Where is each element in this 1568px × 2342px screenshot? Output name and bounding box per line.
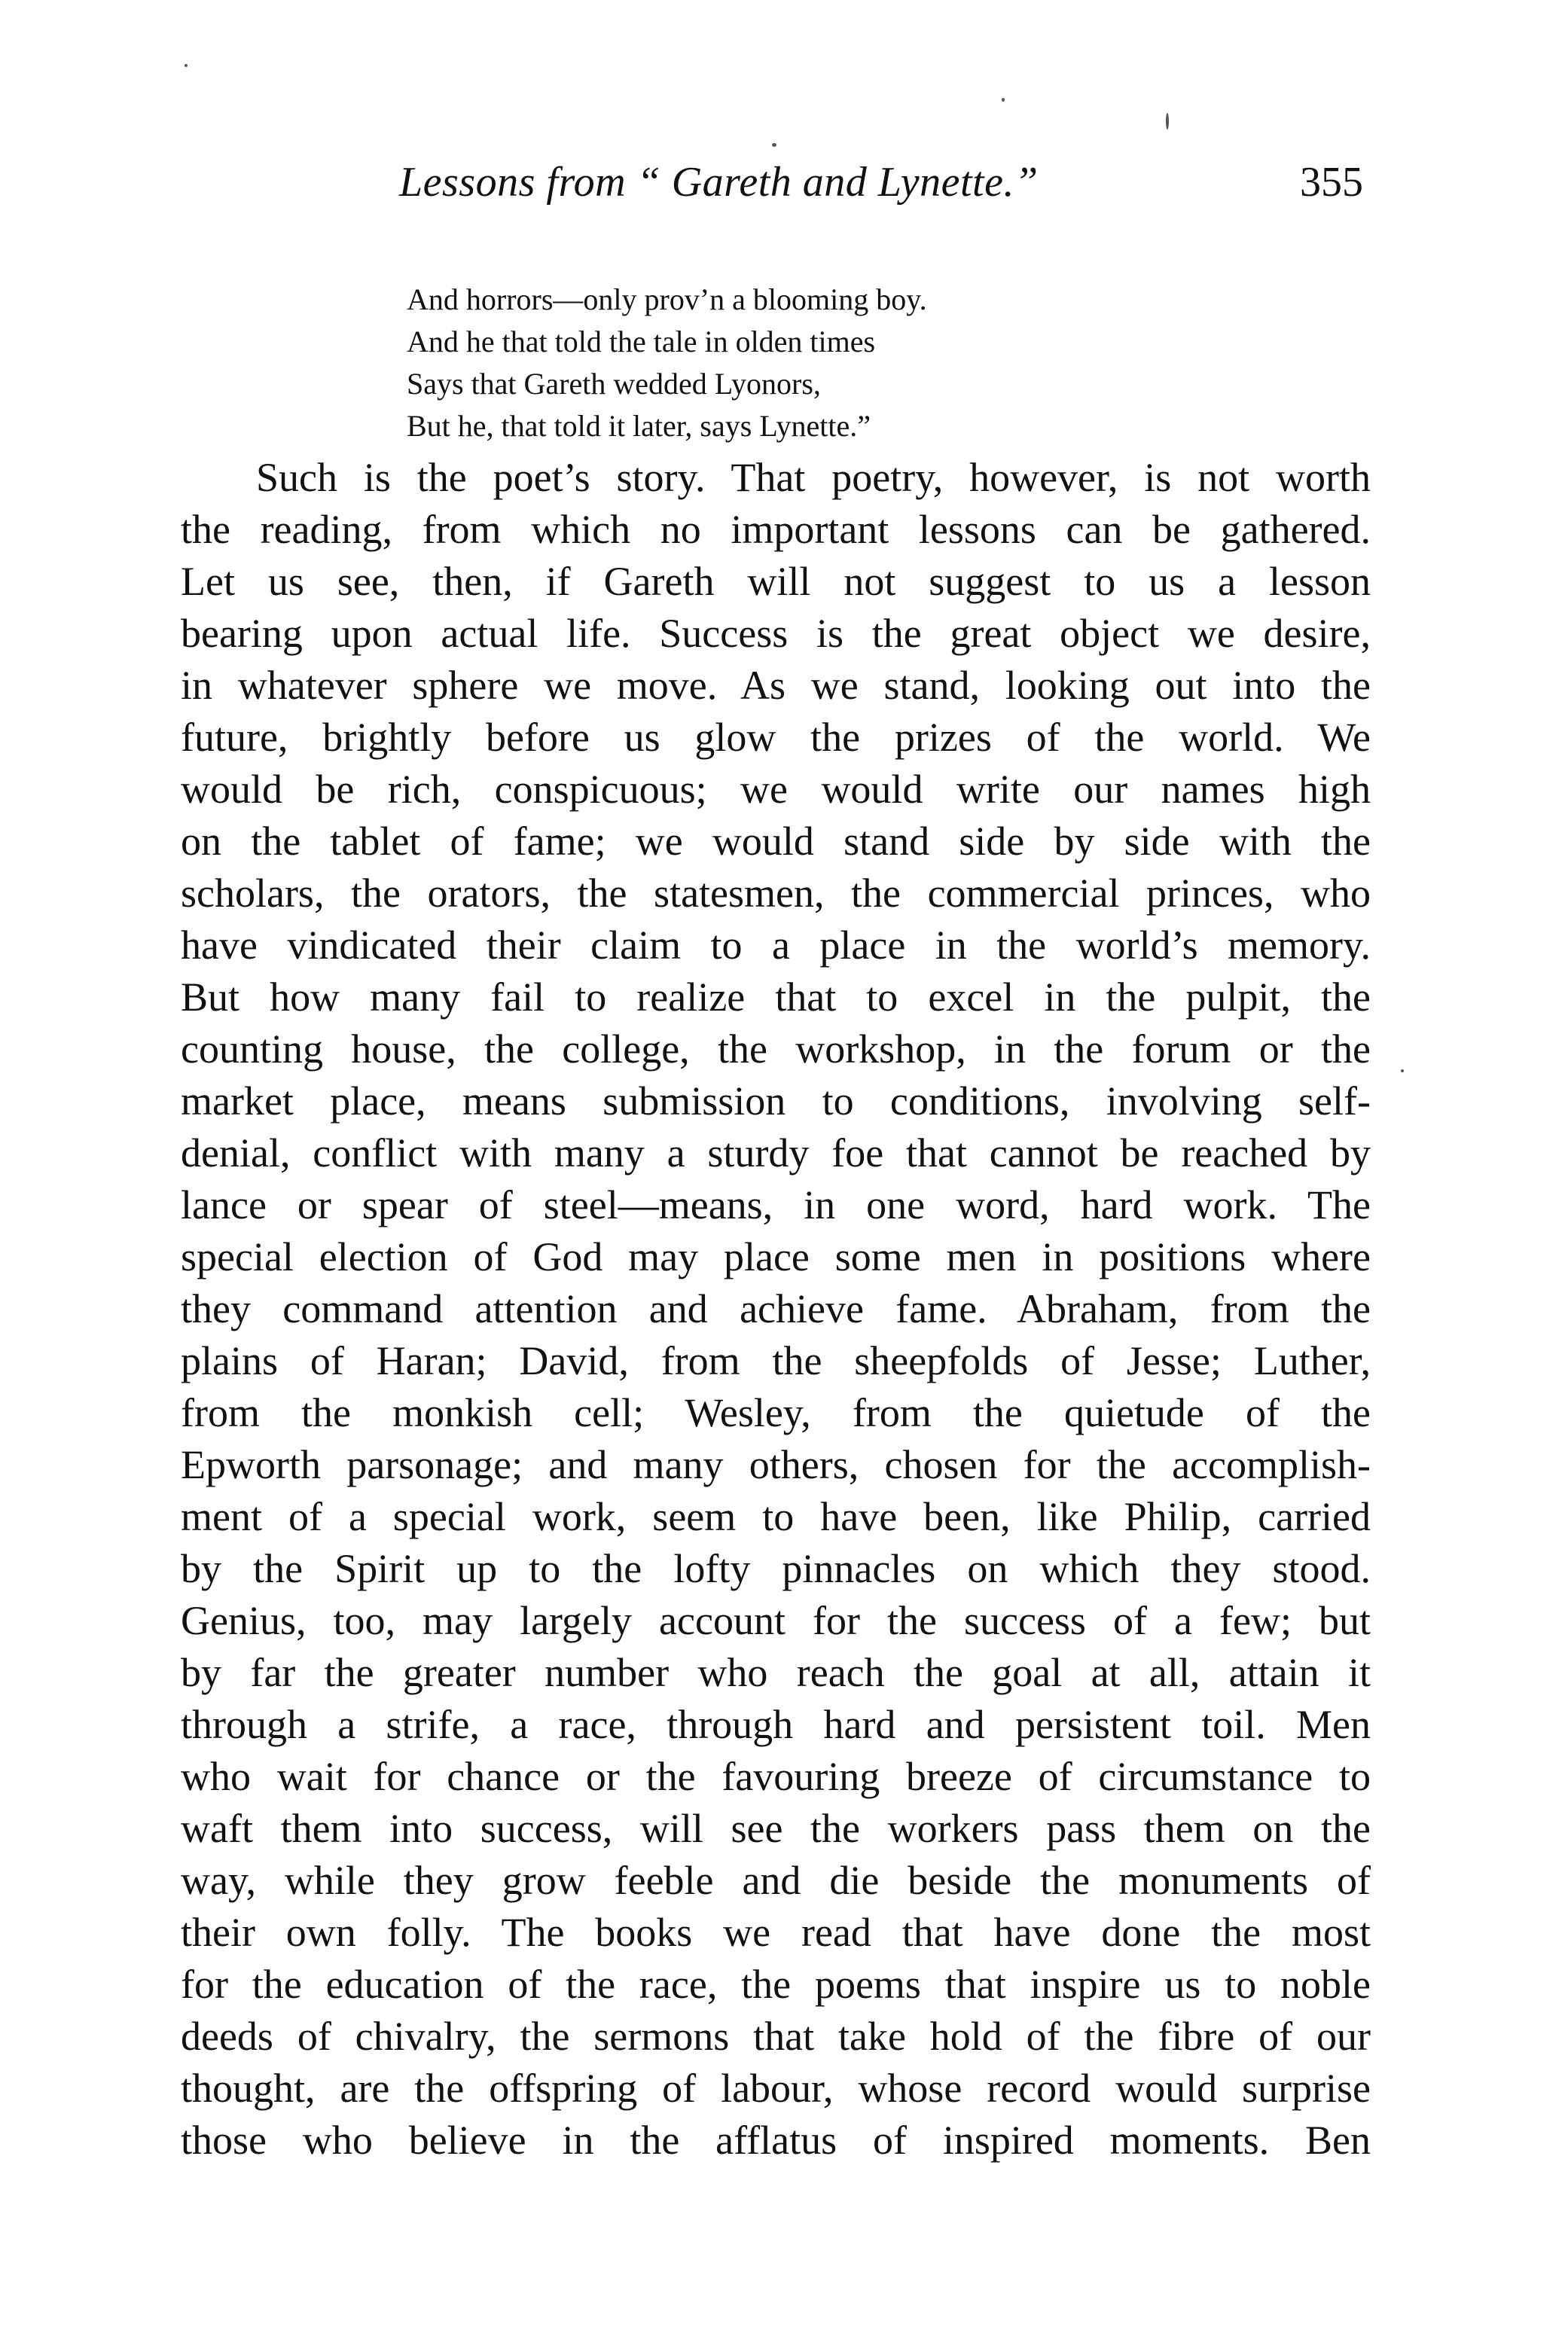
paragraph-line: Such is the poet’s story. That poetry, however, is not worth [256, 455, 1371, 500]
scan-speck [1166, 113, 1169, 130]
scan-speck [1401, 1069, 1404, 1072]
paragraph-line: lance or spear of steel—means, in one word, hard work. The [181, 1182, 1371, 1227]
verse-line: Says that Gareth wedded Lyonors, [407, 367, 821, 401]
paragraph-line: who wait for chance or the favouring breeze of circumstance to [181, 1754, 1371, 1799]
page-header [173, 158, 1378, 218]
paragraph-line: bearing upon actual life. Success is the great object we desire, [181, 611, 1371, 656]
paragraph-line: their own folly. The books we read that have done the most [181, 1910, 1371, 1955]
scan-speck [185, 64, 188, 67]
paragraph-line: on the tablet of fame; we would stand side by side with the [181, 819, 1371, 864]
paragraph-line: for the education of the race, the poems that inspire us to noble [181, 1962, 1371, 2007]
verse-line: And horrors—only prov’n a blooming boy. [407, 282, 927, 316]
paragraph-line: in whatever sphere we move. As we stand, looking out into the [181, 663, 1371, 708]
paragraph-line: Epworth parsonage; and many others, chosen for the accomplish- [181, 1442, 1371, 1487]
paragraph-line: waft them into success, will see the workers pass them on the [181, 1806, 1371, 1851]
paragraph-line: have vindicated their claim to a place in the world’s memory. [181, 922, 1371, 968]
paragraph-line: the reading, from which no important lessons can be gathered. [181, 507, 1371, 552]
paragraph-line: counting house, the college, the workshop, in the forum or the [181, 1026, 1371, 1072]
paragraph-line: ment of a special work, seem to have been, like Philip, carried [181, 1494, 1371, 1539]
paragraph-line: But how many fail to realize that to excel in the pulpit, the [181, 974, 1371, 1020]
paragraph-line: scholars, the orators, the statesmen, the commercial princes, who [181, 871, 1371, 916]
paragraph-line: denial, conflict with many a sturdy foe that cannot be reached by [181, 1130, 1371, 1176]
paragraph-line: they command attention and achieve fame. Abraham, from the [181, 1286, 1371, 1331]
paragraph-line: would be rich, conspicuous; we would write our names high [181, 767, 1371, 812]
verse-quotation [407, 279, 1310, 447]
paragraph-line: Let us see, then, if Gareth will not suggest to us a lesson [181, 559, 1371, 604]
paragraph-line: plains of Haran; David, from the sheepfolds of Jesse; Luther, [181, 1338, 1371, 1383]
running-title: Lessons from “ Gareth and Lynette.” [399, 159, 1039, 206]
paragraph-line: way, while they grow feeble and die beside the monuments of [181, 1858, 1371, 1903]
verse-line: And he that told the tale in olden times [407, 325, 876, 358]
paragraph-line: from the monkish cell; Wesley, from the quietude of the [181, 1390, 1371, 1435]
scan-speck [772, 143, 776, 147]
scan-speck [1002, 98, 1005, 102]
paragraph-line: thought, are the offspring of labour, whose record would surprise [181, 2066, 1371, 2111]
verse-line: But he, that told it later, says Lynette.” [407, 409, 871, 443]
page-number: 355 [1300, 159, 1363, 206]
paragraph-line: those who believe in the afflatus of inspired moments. Ben [181, 2118, 1371, 2163]
paragraph-line: future, brightly before us glow the prizes of the world. We [181, 715, 1371, 760]
body-paragraph [181, 452, 1371, 2167]
paragraph-line: special election of God may place some men in positions where [181, 1234, 1371, 1279]
paragraph-line: deeds of chivalry, the sermons that take hold of the fibre of our [181, 2014, 1371, 2059]
paragraph-line: through a strife, a race, through hard and persistent toil. Men [181, 1702, 1371, 1747]
paragraph-line: market place, means submission to conditions, involving self- [181, 1078, 1371, 1124]
paragraph-line: by the Spirit up to the lofty pinnacles on which they stood. [181, 1546, 1371, 1591]
paragraph-line: Genius, too, may largely account for the success of a few; but [181, 1598, 1371, 1643]
paragraph-line: by far the greater number who reach the goal at all, attain it [181, 1650, 1371, 1695]
